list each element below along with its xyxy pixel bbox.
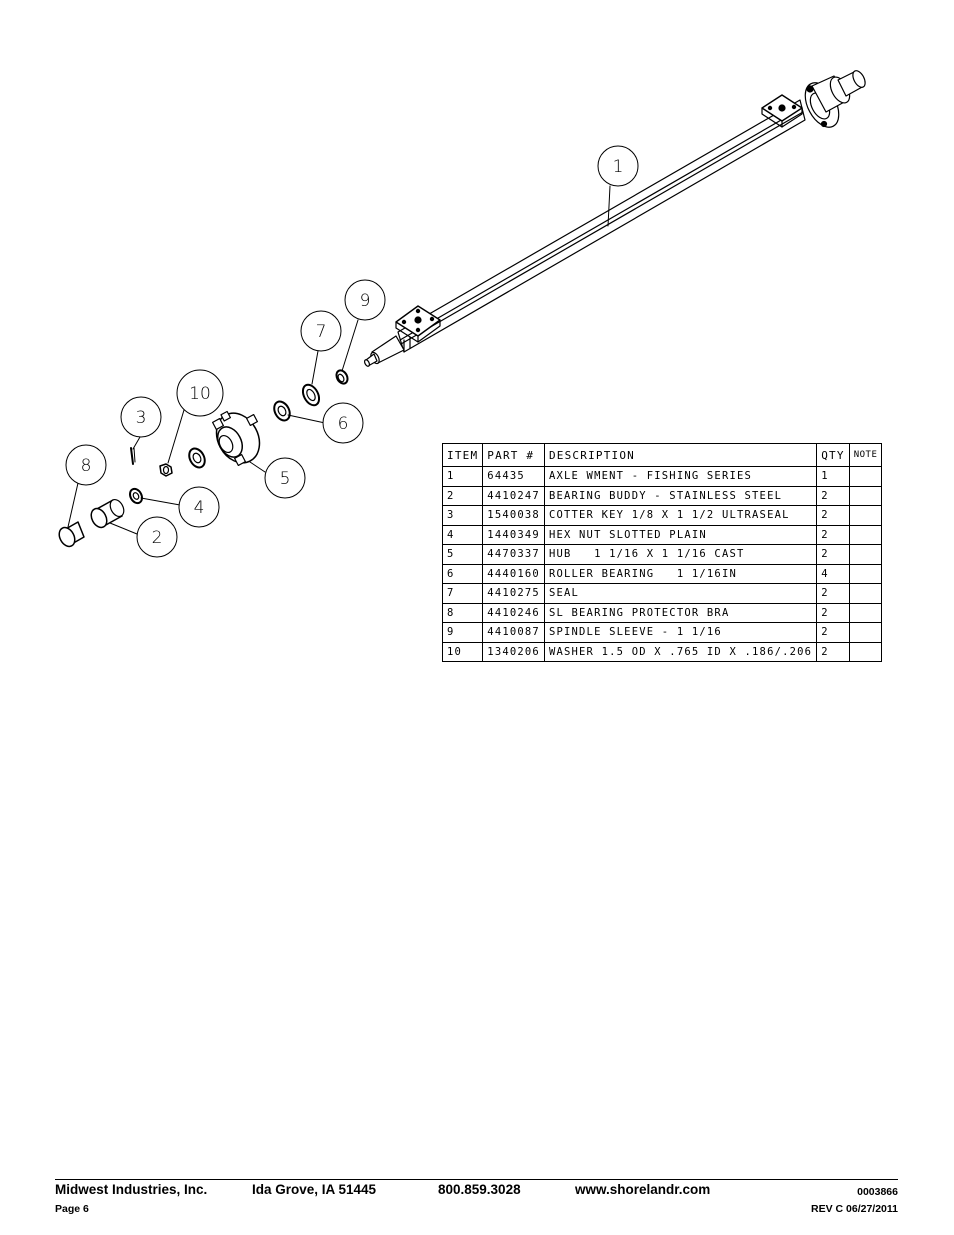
qty-cell: 2	[817, 506, 849, 526]
note-cell	[849, 623, 882, 643]
qty-cell: 2	[817, 545, 849, 565]
bearing-protector-part	[56, 522, 84, 549]
callout-3: 3	[135, 408, 147, 428]
item-cell: 4	[443, 525, 483, 545]
part-number-cell: 64435	[483, 467, 545, 487]
callout-8: 8	[80, 456, 92, 476]
header-qty: QTY	[817, 444, 849, 467]
footer-company: Midwest Industries, Inc.	[55, 1182, 208, 1197]
header-note: NOTE	[849, 444, 882, 467]
qty-cell: 2	[817, 584, 849, 604]
header-part-number: PART #	[483, 444, 545, 467]
note-cell	[849, 525, 882, 545]
table-row	[443, 564, 882, 584]
footer-divider	[55, 1179, 898, 1180]
description-cell: HUB 1 1/16 X 1 1/16 CAST	[544, 545, 816, 565]
callout-5: 5	[279, 469, 291, 489]
table-row	[443, 486, 882, 506]
description-cell: HEX NUT SLOTTED PLAIN	[544, 525, 816, 545]
part-number-cell: 4470337	[483, 545, 545, 565]
qty-cell: 2	[817, 603, 849, 623]
qty-cell: 2	[817, 525, 849, 545]
footer-website: www.shorelandr.com	[575, 1182, 711, 1197]
description-cell: COTTER KEY 1/8 X 1 1/2 ULTRASEAL	[544, 506, 816, 526]
description-cell: SEAL	[544, 584, 816, 604]
qty-cell: 2	[817, 486, 849, 506]
axle-tube	[398, 100, 805, 352]
item-cell: 3	[443, 506, 483, 526]
footer-revision: REV C 06/27/2011	[811, 1203, 898, 1215]
description-cell: SL BEARING PROTECTOR BRA	[544, 603, 816, 623]
item-cell: 9	[443, 623, 483, 643]
part-number-cell: 4410247	[483, 486, 545, 506]
callout-1: 1	[612, 157, 624, 177]
note-cell	[849, 564, 882, 584]
note-cell	[849, 545, 882, 565]
item-cell: 1	[443, 467, 483, 487]
part-number-cell: 4440160	[483, 564, 545, 584]
hex-nut-part	[160, 464, 172, 476]
part-number-cell: 1340206	[483, 642, 545, 662]
callout-2: 2	[151, 528, 163, 548]
description-cell: WASHER 1.5 OD X .765 ID X .186/.206	[544, 642, 816, 662]
washer-part	[186, 446, 208, 470]
item-cell: 7	[443, 584, 483, 604]
table-row	[443, 506, 882, 526]
hex-nut-part-2	[128, 487, 145, 505]
note-cell	[849, 603, 882, 623]
item-cell: 5	[443, 545, 483, 565]
callout-9: 9	[359, 291, 371, 311]
part-number-cell: 1540038	[483, 506, 545, 526]
item-cell: 6	[443, 564, 483, 584]
note-cell	[849, 584, 882, 604]
table-row	[443, 603, 882, 623]
hub-part	[208, 406, 268, 471]
footer-doc-number: 0003866	[857, 1186, 898, 1198]
table-row	[443, 584, 882, 604]
item-cell: 8	[443, 603, 483, 623]
table-row	[443, 623, 882, 643]
footer-phone: 800.859.3028	[438, 1182, 521, 1197]
table-header-row	[443, 444, 882, 467]
callout-4: 4	[193, 498, 205, 518]
description-cell: SPINDLE SLEEVE - 1 1/16	[544, 623, 816, 643]
right-hub-assembly	[798, 69, 867, 133]
header-item: ITEM	[443, 444, 483, 467]
footer-page-number: Page 6	[55, 1203, 89, 1215]
part-number-cell: 4410087	[483, 623, 545, 643]
parts-list-table	[442, 443, 882, 662]
qty-cell: 2	[817, 623, 849, 643]
item-cell: 2	[443, 486, 483, 506]
qty-cell: 1	[817, 467, 849, 487]
description-cell: ROLLER BEARING 1 1/16IN	[544, 564, 816, 584]
qty-cell: 4	[817, 564, 849, 584]
description-cell: AXLE WMENT - FISHING SERIES	[544, 467, 816, 487]
callout-6: 6	[337, 414, 349, 434]
part-number-cell: 4410246	[483, 603, 545, 623]
part-number-cell: 4410275	[483, 584, 545, 604]
callout-7: 7	[315, 322, 327, 342]
qty-cell: 2	[817, 642, 849, 662]
item-cell: 10	[443, 642, 483, 662]
seal-part	[300, 382, 323, 408]
part-number-cell: 1440349	[483, 525, 545, 545]
table-row	[443, 525, 882, 545]
note-cell	[849, 467, 882, 487]
note-cell	[849, 486, 882, 506]
table-row	[443, 642, 882, 662]
header-description: DESCRIPTION	[544, 444, 816, 467]
callout-10: 10	[189, 384, 211, 404]
bearing-buddy-part	[88, 497, 126, 530]
note-cell	[849, 642, 882, 662]
left-spindle	[364, 336, 404, 367]
footer-location: Ida Grove, IA 51445	[252, 1182, 377, 1197]
description-cell: BEARING BUDDY - STAINLESS STEEL	[544, 486, 816, 506]
cotter-key-part	[131, 448, 135, 464]
table-row	[443, 545, 882, 565]
table-row	[443, 467, 882, 487]
roller-bearing-part	[271, 399, 293, 423]
note-cell	[849, 506, 882, 526]
